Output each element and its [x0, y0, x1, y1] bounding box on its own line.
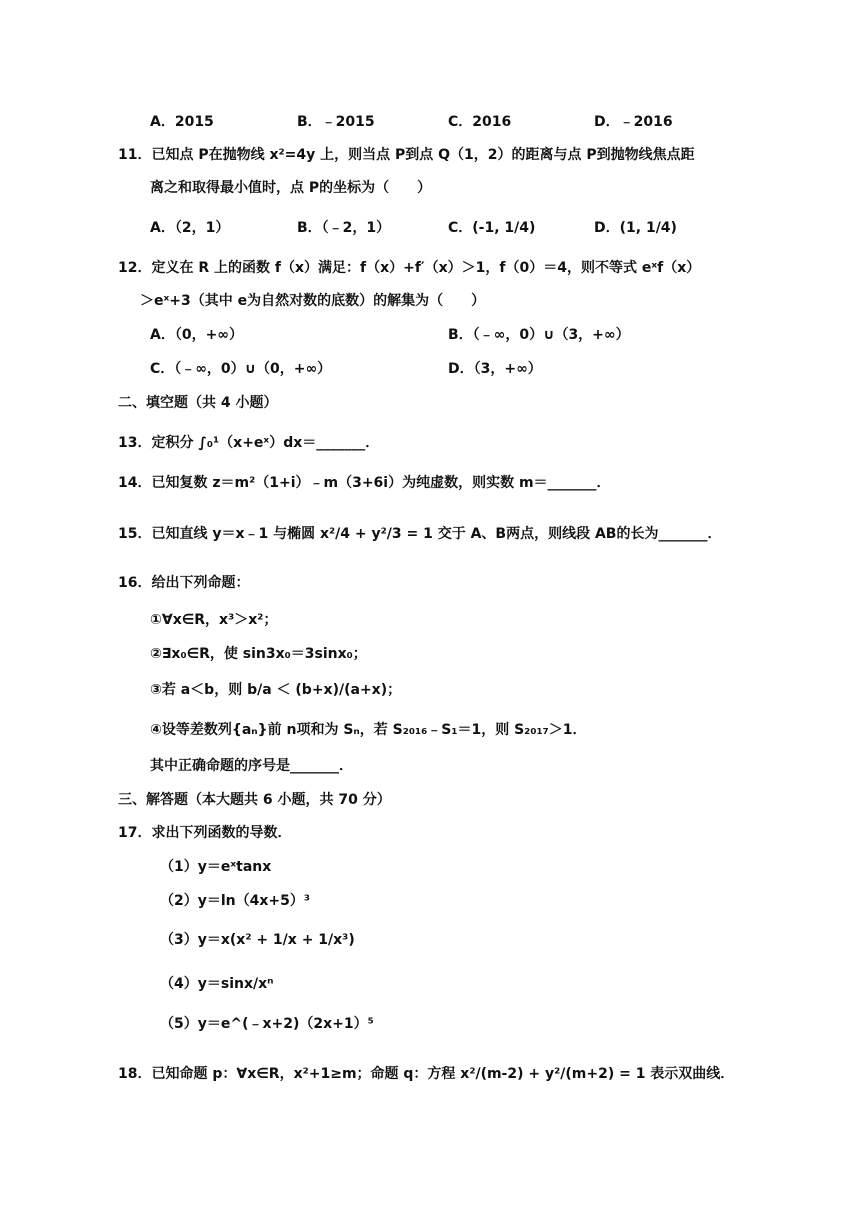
- section-heading-fill-in: 二、填空题（共 4 小题）: [118, 395, 278, 411]
- q11-option-b: B．（﹣2，1）: [297, 220, 391, 236]
- q16-item-4: ④设等差数列{aₙ}前 n项和为 Sₙ，若 S₂₀₁₆﹣S₁＝1，则 S₂₀₁₇＞1．: [150, 722, 587, 738]
- q12-option-d: D．（3，+∞）: [448, 361, 542, 377]
- q16-stem: 16．给出下列命题：: [118, 575, 250, 591]
- q10-option-d: D．﹣2016: [594, 114, 673, 130]
- q11-option-d: D．(1, 1/4): [594, 220, 677, 236]
- q15: 15．已知直线 y＝x﹣1 与椭圆 x²/4 + y²/3 = 1 交于 A、B两点，则线段 AB的长为_______．: [118, 526, 722, 542]
- q11-option-c: C．(-1, 1/4): [448, 220, 536, 236]
- q17-item-2: （2）y＝ln（4x+5）³: [160, 893, 311, 909]
- q16-item-2: ②∃x₀∈R，使 sin3x₀＝3sinx₀；: [150, 646, 367, 662]
- q17-item-5: （5）y＝e^(﹣x+2)（2x+1）⁵: [160, 1016, 374, 1032]
- q11-option-a: A．（2，1）: [150, 220, 230, 236]
- section-heading-solutions: 三、解答题（本大题共 6 小题，共 70 分）: [118, 792, 391, 808]
- q17-item-3: （3）y＝x(x² + 1/x + 1/x³): [160, 932, 355, 948]
- q18: 18．已知命题 p：∀x∈R，x²+1≥m；命题 q：方程 x²/(m-2) + y²/(m+2) = 1 表示双曲线．: [118, 1066, 735, 1082]
- q12-option-c: C．（﹣∞，0）∪（0，+∞）: [150, 361, 332, 377]
- q10-option-a: A．2015: [150, 114, 214, 130]
- q17-item-4: （4）y＝sinx/xⁿ: [160, 976, 274, 992]
- q11-stem-line2: 离之和取得最小值时，点 P的坐标为（ ）: [150, 180, 432, 196]
- q17-stem: 17．求出下列函数的导数．: [118, 825, 292, 841]
- q12-stem-line1: 12．定义在 R 上的函数 f（x）满足：f（x）+f′（x）＞1，f（0）＝4，则不等式 eˣf（x）: [118, 260, 701, 276]
- q11-stem-line1: 11．已知点 P在抛物线 x²=4y 上，则当点 P到点 Q（1，2）的距离与点 P到抛物线焦点距: [118, 147, 695, 163]
- q12-option-a: A．（0，+∞）: [150, 327, 243, 343]
- q12-option-b: B．（﹣∞，0）∪（3，+∞）: [448, 327, 630, 343]
- q10-option-c: C．2016: [448, 114, 512, 130]
- q14: 14．已知复数 z＝m²（1+i）﹣m（3+6i）为纯虚数，则实数 m＝_______．: [118, 475, 611, 491]
- q13: 13．定积分 ∫₀¹（x+eˣ）dx＝_______．: [118, 435, 380, 451]
- q16-item-1: ①∀x∈R，x³＞x²；: [150, 612, 278, 628]
- q16-item-3: ③若 a＜b，则 b/a ＜ (b+x)/(a+x)；: [150, 682, 402, 698]
- q10-option-b: B．﹣2015: [297, 114, 375, 130]
- q12-stem-line2: ＞eˣ+3（其中 e为自然对数的底数）的解集为（ ）: [140, 293, 486, 309]
- q16-ask: 其中正确命题的序号是_______．: [150, 758, 353, 774]
- q17-item-1: （1）y＝eˣtanx: [160, 859, 272, 875]
